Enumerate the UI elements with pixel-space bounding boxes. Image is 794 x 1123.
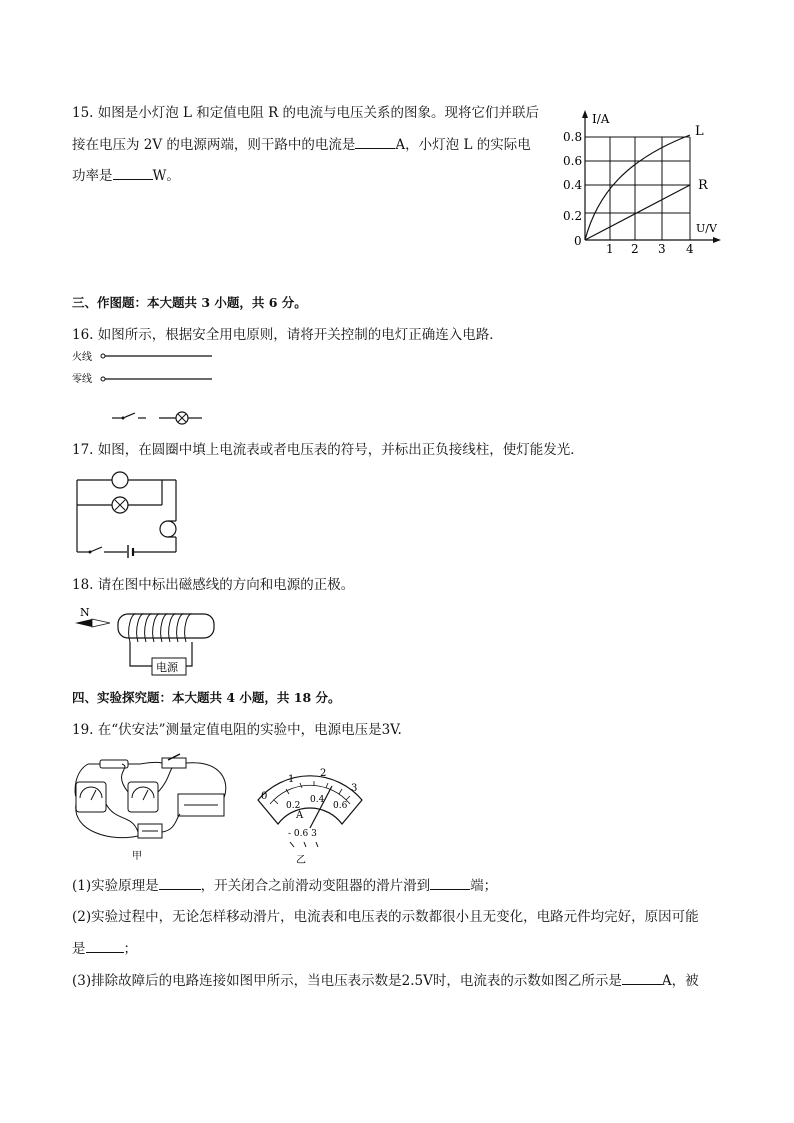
q15-line2-text-b: A，小灯泡 L 的实际电: [395, 137, 531, 153]
q17-text: 17. 如图，在圆圈中填上电流表或者电压表的符号，并标出正负接线柱，使灯能发光．: [72, 442, 584, 458]
n-pole-label: N: [80, 606, 90, 619]
answer-blank: [430, 875, 470, 890]
dial-outer-tick: 2: [320, 768, 327, 779]
voltmeter-needle: [143, 790, 148, 800]
x-tick-label: 1: [606, 242, 614, 256]
dial-inner-tick: 0.2: [286, 801, 301, 811]
wire: [130, 642, 154, 666]
figure-b-label: 乙: [296, 855, 306, 866]
live-wire-label: 火线: [72, 352, 92, 363]
compass-needle-icon: [92, 619, 110, 627]
y-axis-arrow: [582, 110, 588, 118]
dial-outer-tick: 0: [261, 791, 268, 802]
line-r-label: R: [698, 178, 708, 193]
dial-terminals: - 0.6 3: [288, 829, 317, 839]
origin-label: 0: [574, 234, 582, 248]
q18-figure: [72, 600, 232, 682]
q17-circuit: [72, 466, 182, 558]
power-source-label: 电源: [156, 661, 178, 674]
switch-blade: [168, 754, 180, 760]
x-tick-label: 4: [686, 242, 694, 256]
q19-part3-text-a: (3)排除故障后的电路连接如图甲所示，当电压表示数是2.5V时，电流表的示数如图乙所示是: [72, 973, 622, 989]
x-tick-label: 3: [658, 242, 666, 256]
x-tick-label: 2: [631, 242, 639, 256]
live-wire-terminal: [101, 354, 105, 358]
iu-graph: [555, 105, 725, 260]
wire: [158, 768, 172, 792]
answer-blank: [355, 134, 395, 149]
wire: [162, 814, 180, 832]
wire: [106, 804, 138, 832]
switch-icon: [162, 758, 186, 768]
wire: [140, 762, 162, 764]
q16-text: 16. 如图所示，根据安全用电原则，请将开关控制的电灯正确连入电路．: [72, 327, 503, 343]
compass-needle-icon: [75, 619, 92, 627]
figure-a-label: 甲: [132, 851, 142, 862]
figure-a-apparatus: [72, 752, 242, 867]
y-tick-label: 0.6: [563, 154, 583, 168]
y-tick-label: 0.4: [563, 178, 583, 192]
solenoid-core: [118, 614, 214, 638]
section-4-heading: 四、实验探究题：本大题共 4 小题，共 18 分。: [72, 690, 341, 705]
q19-part1-text-b: ，开关闭合之前滑动变阻器的滑片滑到: [200, 878, 431, 894]
neutral-wire-terminal: [101, 377, 105, 381]
neutral-wire-label: 零线: [72, 374, 92, 385]
graph-grid: [585, 137, 690, 240]
x-axis-arrow: [713, 237, 721, 243]
q19-part2-text-b: 是: [72, 941, 86, 957]
q15-line2-text-a: 接在电压为 2V 的电源两端，则干路中的电流是: [72, 137, 356, 153]
y-tick-label: 0.8: [563, 130, 583, 144]
q15-line3: [72, 165, 180, 186]
resistor-icon: [100, 760, 128, 768]
q15-line3-text-a: 功率是: [72, 168, 113, 184]
curve-l: [585, 135, 690, 240]
q19-part2-line1: (2)实验过程中，无论怎样移动滑片，电流表和电压表的示数都很小且无变化，电路元件均完好，原因可能: [72, 909, 699, 925]
q19-part3-text-b: A，被: [661, 973, 699, 989]
answer-blank: [113, 165, 153, 180]
dial-inner-tick: 0.6: [333, 801, 348, 811]
meter-circle-top: [112, 472, 128, 488]
q19-part1: [72, 875, 497, 896]
dial-outer-tick: 3: [351, 783, 358, 794]
section-3-heading: 三、作图题：本大题共 3 小题，共 6 分。: [72, 295, 307, 310]
q19-text: 19. 在“伏安法”测量定值电阻的实验中，电源电压是3V.: [72, 722, 402, 738]
y-axis-label: I/A: [592, 112, 610, 126]
switch-icon: [90, 547, 102, 552]
answer-blank: [159, 875, 201, 890]
ammeter-needle: [91, 790, 96, 800]
x-axis-label: U/V: [696, 222, 717, 235]
q19-part3: [72, 970, 699, 991]
figure-b-ammeter-dial: [250, 762, 370, 867]
dial-unit: A: [296, 810, 304, 821]
q15-line2: [72, 134, 531, 155]
terminal-icons: [290, 842, 318, 847]
q15-line3-text-b: W。: [152, 168, 180, 184]
q19-part1-text-a: (1)实验原理是: [72, 878, 159, 894]
y-tick-label: 0.2: [563, 209, 583, 223]
voltmeter-scale: [132, 787, 154, 798]
answer-blank: [622, 970, 662, 985]
meter-circle-right: [160, 521, 176, 537]
dial-outer-tick: 1: [288, 774, 295, 785]
q18-text: 18. 请在图中标出磁感线的方向和电源的正极。: [72, 577, 355, 593]
ammeter-scale: [80, 787, 102, 798]
q15-line1: 15. 如图是小灯泡 L 和定值电阻 R 的电流与电压关系的图象。现将它们并联后: [72, 105, 540, 121]
answer-blank: [86, 938, 124, 953]
dial-inner-tick: 0.4: [310, 795, 325, 805]
switch-icon: [123, 413, 135, 418]
q19-part2-line2: [72, 938, 137, 959]
q16-figure: [72, 346, 222, 431]
q19-part1-text-c: 端；: [470, 878, 498, 894]
wire: [186, 763, 226, 798]
q19-part2-text-c: ；: [123, 941, 137, 957]
curve-l-label: L: [695, 124, 704, 139]
